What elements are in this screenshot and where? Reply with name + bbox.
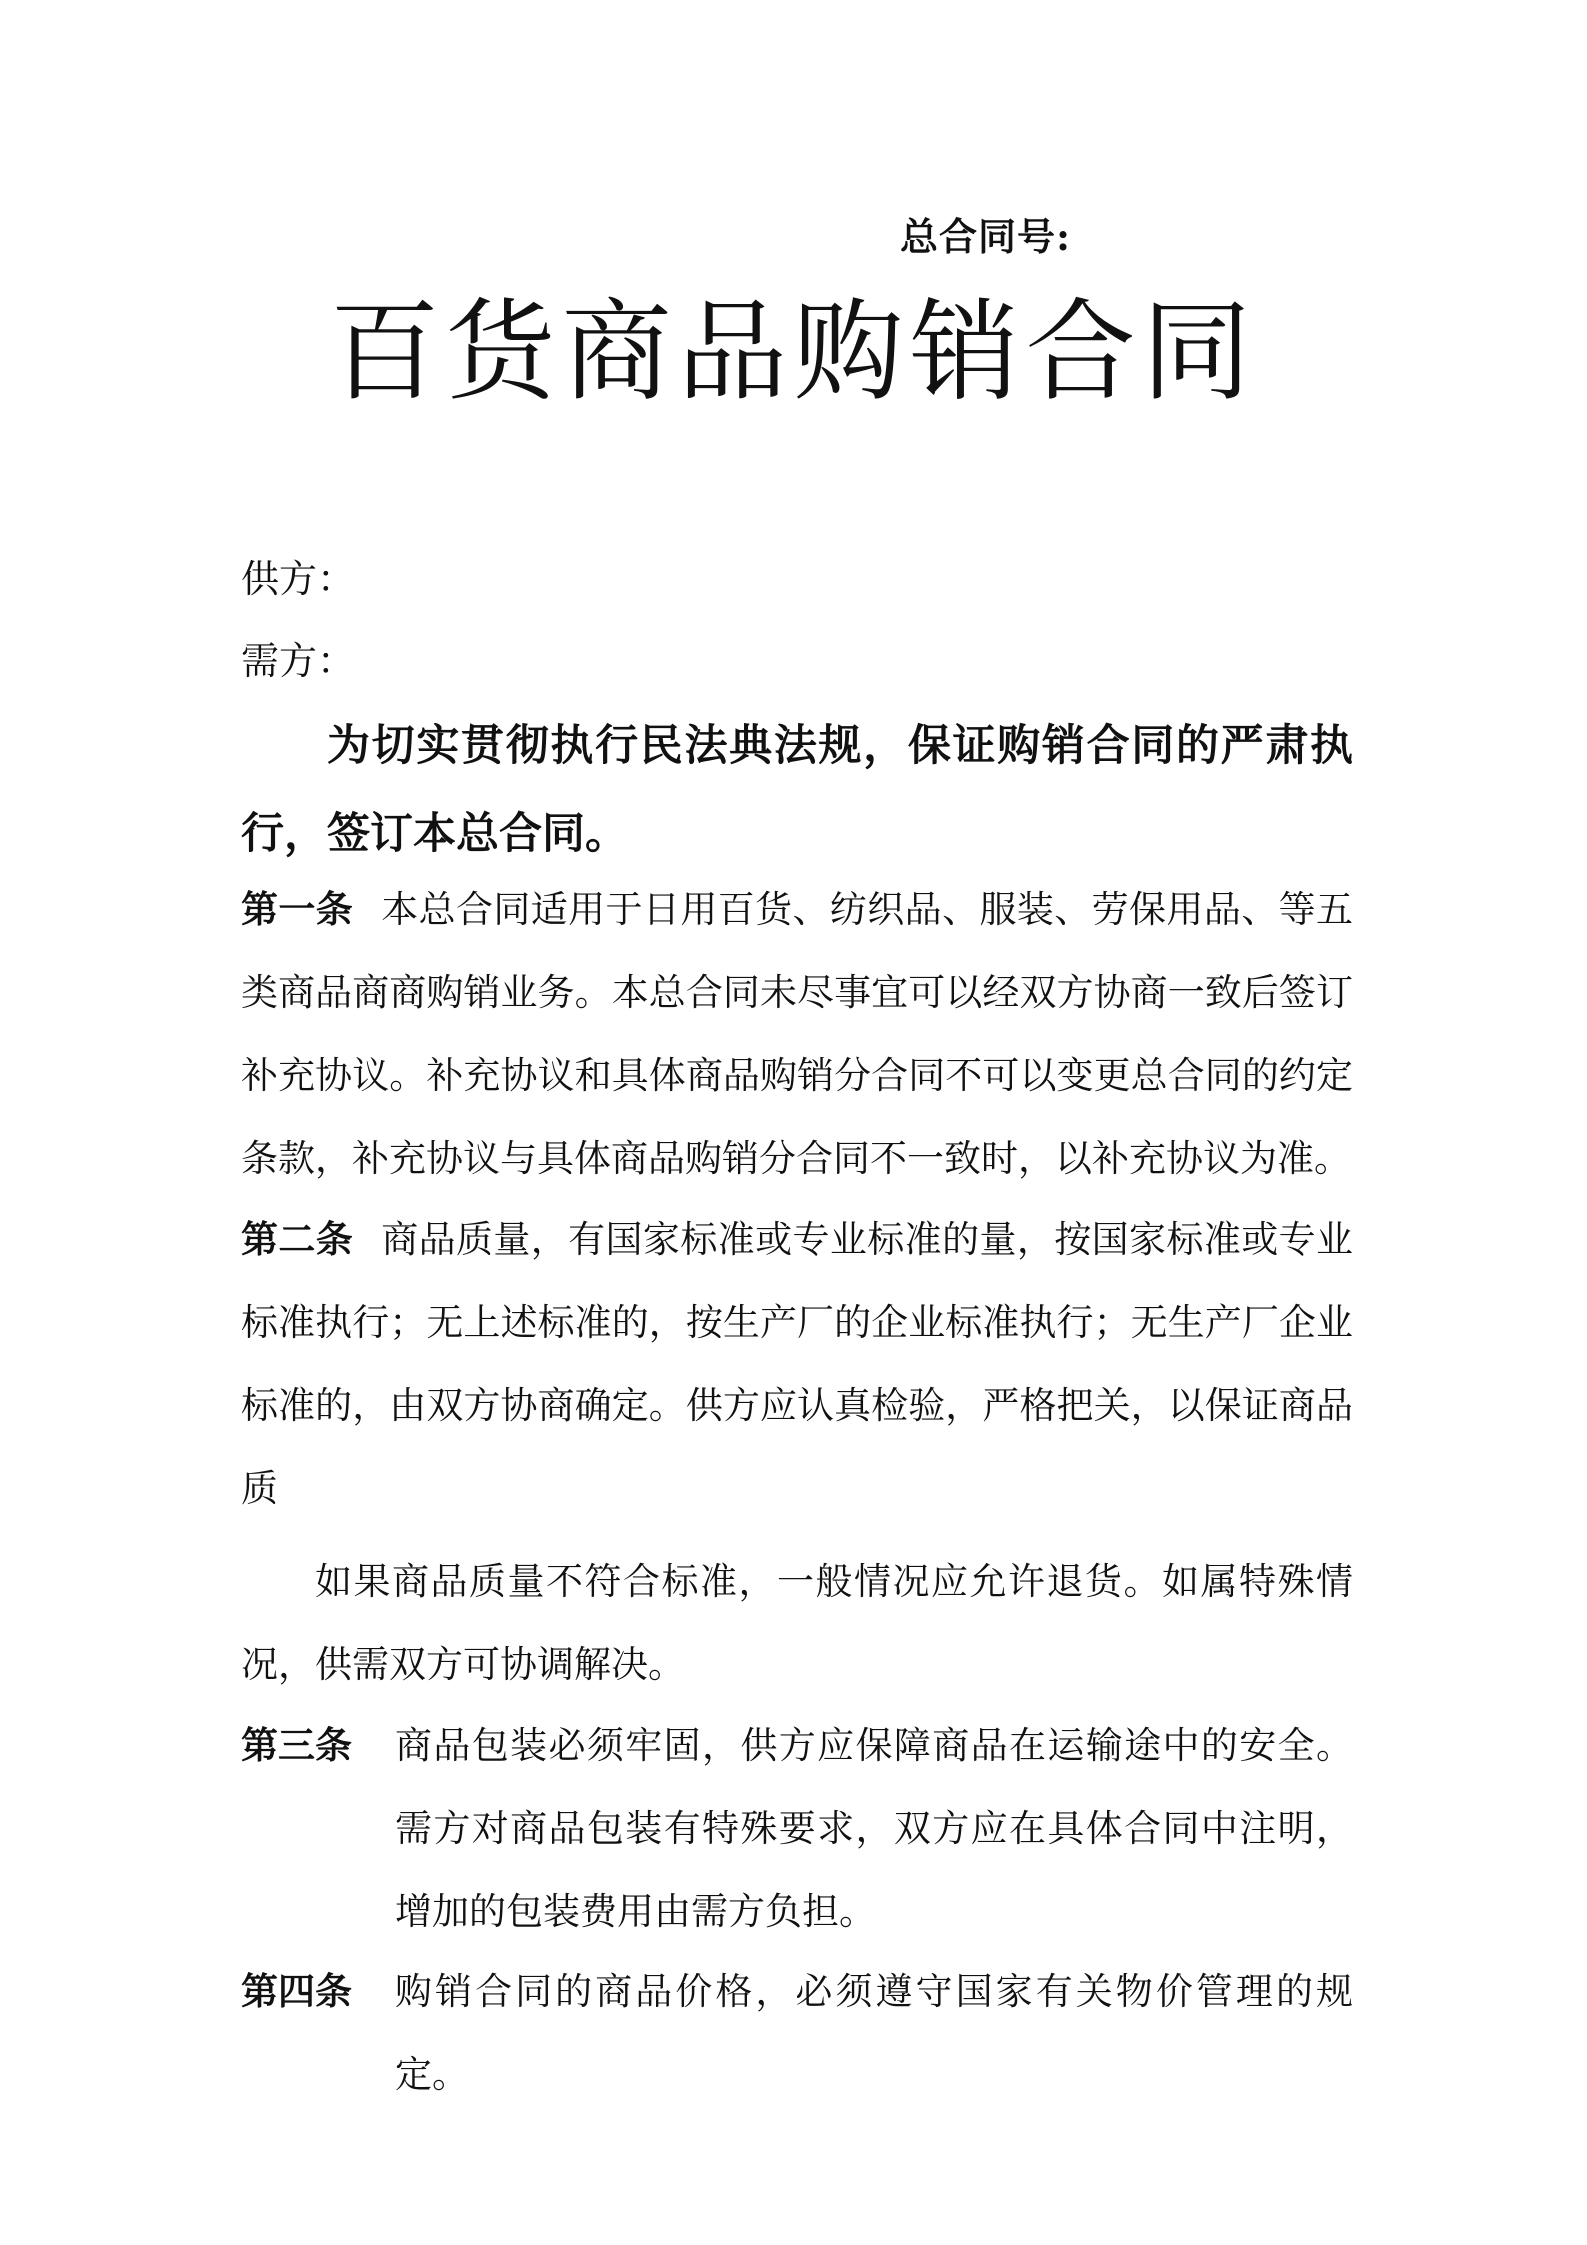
article-1-label: 第一条 [241,887,354,931]
article-3-label: 第三条 [241,1723,352,1767]
buyer-label: 需方： [241,639,356,683]
contract-number-label: 总合同号: [900,214,1072,259]
article-2-text: 商品质量，有国家标准或专业标准的量，按国家标准或专业标准执行；无上述标准的，按生产厂的企业标准执行；无生产厂企业标准的，由双方协商确定。供方应认真检验，严格把关，以保证商品质 [241,1218,1354,1510]
article-3 [241,1704,1353,1953]
article-2 [241,1198,1353,1530]
intro-paragraph: 为切实贯彻执行民法典法规，保证购销合同的严肃执行，签订本总合同。 [241,721,1353,859]
article-1-text: 本总合同适用于日用百货、纺织品、服装、劳保用品、等五类商品商商购销业务。本总合同未尽事宜可以经双方协商一致后签订补充协议。补充协议和具体商品购销分合同不可以变更总合同的约定条款，补充协议与具体商品购销分合同不一致时，以补充协议为准。 [241,888,1354,1180]
article-4-label: 第四条 [241,1969,352,2013]
article-4-text: 购销合同的商品价格，必须遵守国家有关物价管理的规定。 [395,1970,1353,2096]
article-4 [241,1950,1353,2116]
document-title: 百货商品购销合同 [329,288,1258,416]
article-3-text: 商品包装必须牢固，供方应保障商品在运输途中的安全。需方对商品包装有特殊要求，双方应在具体合同中注明，增加的包装费用由需方负担。 [395,1724,1353,1933]
article-1 [241,868,1353,1200]
article-2-continuation: 如果商品质量不符合标准，一般情况应允许退货。如属特殊情况，供需双方可协调解决。 [241,1560,1353,1686]
supplier-label: 供方： [241,557,356,601]
article-2-label: 第二条 [241,1217,354,1261]
